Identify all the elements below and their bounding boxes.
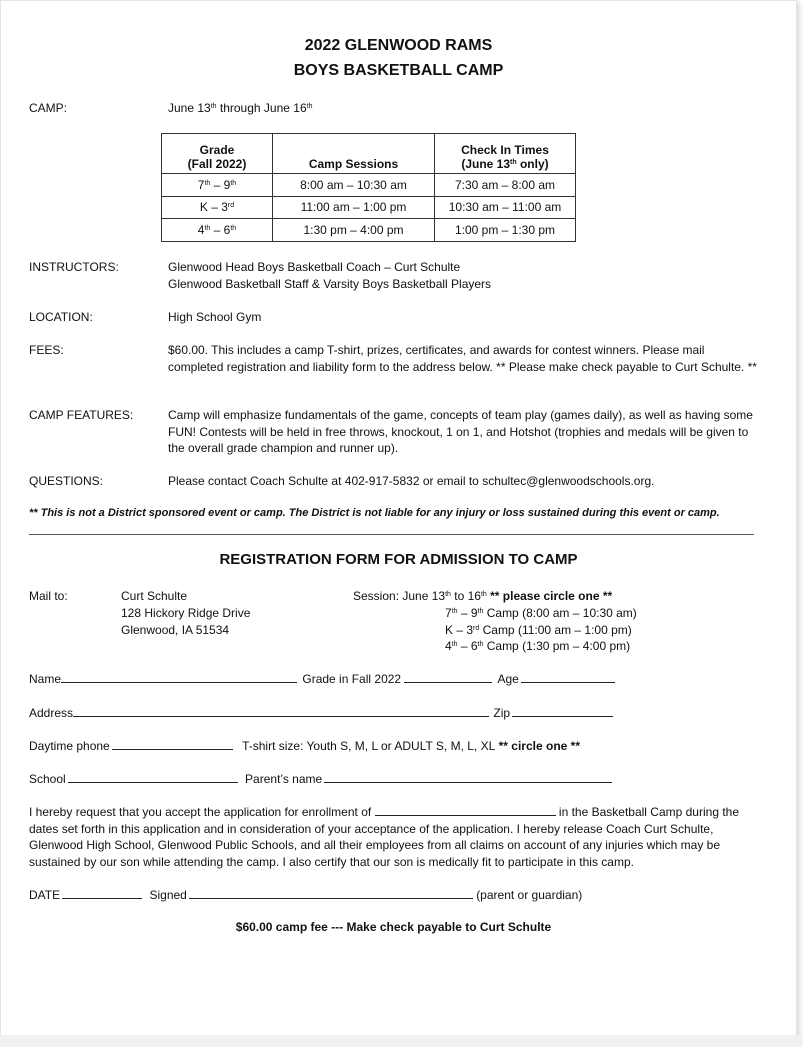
consent-paragraph: I hereby request that you accept the application for enrollment of in the Basketball Camp during the dates set forth in this application and in consideration of your acceptance of the application. I hereby release Coach Curt Schulte, Glenwood High School, Glenwood Public Schools, and all their employees from all claims on account of any injuries which may be sustained by our son while attending the camp. I also certify that our son is medically fit to participate in this camp.: [29, 805, 740, 869]
parent-label: Parent’s name: [245, 772, 323, 786]
phone-row: [29, 738, 580, 753]
camp-label: CAMP:: [29, 101, 68, 115]
zip-label: Zip: [493, 706, 511, 720]
address-field[interactable]: [73, 705, 489, 717]
session-cell: 8:00 am – 10:30 am: [273, 174, 435, 197]
section-divider: [29, 534, 754, 535]
date-label: DATE: [29, 888, 61, 902]
questions-label: QUESTIONS:: [29, 474, 104, 488]
camp-dates: June 13th through June 16th: [168, 101, 313, 115]
schedule-row: [162, 196, 576, 219]
page-shadow: [0, 1035, 803, 1047]
disclaimer-note: ** This is not a District sponsored event or camp. The District is not liable for any injury or loss sustained during this event or camp.: [29, 507, 720, 519]
grade-field[interactable]: [404, 671, 492, 683]
session-cell: 1:30 pm – 4:00 pm: [273, 219, 435, 242]
mail-street: 128 Hickory Ridge Drive: [121, 606, 251, 620]
schedule-row: [162, 174, 576, 197]
grade-cell: 4th – 6th: [162, 219, 273, 242]
school-row: [29, 771, 612, 786]
signature-field[interactable]: [189, 887, 473, 899]
mail-name: Curt Schulte: [121, 589, 188, 603]
location-label: LOCATION:: [29, 310, 93, 324]
signed-label: Signed: [149, 888, 187, 902]
schedule-header-row: [162, 134, 576, 174]
tshirt-label[interactable]: T-shirt size: Youth S, M, L or ADULT S, M, L, XL: [242, 739, 496, 753]
fees-label: FEES:: [29, 343, 64, 357]
name-label: Name: [29, 672, 62, 686]
parent-field[interactable]: [324, 771, 612, 783]
document-title-line2: BOYS BASKETBALL CAMP: [293, 62, 504, 79]
fees-text: $60.00. This includes a camp T-shirt, prizes, certificates, and awards for contest winners. Please mail completed registration and liability form to the address below. ** Please make check payable to Curt Schulte. **: [168, 343, 757, 374]
grade-column-header: Grade (Fall 2022): [162, 134, 273, 174]
session-option-3[interactable]: 4th – 6th Camp (1:30 pm – 4:00 pm): [445, 639, 631, 653]
session-option-2[interactable]: K – 3rd Camp (11:00 am – 1:00 pm): [445, 623, 632, 637]
session-heading: Session: June 13th to 16th ** please circle one **: [353, 589, 613, 603]
date-field[interactable]: [62, 887, 142, 899]
school-field[interactable]: [68, 771, 238, 783]
child-name-field[interactable]: [375, 804, 556, 816]
address-label: Address: [29, 706, 74, 720]
signature-row: [29, 887, 582, 902]
tshirt-circle-note: ** circle one **: [495, 739, 580, 753]
features-text: Camp will emphasize fundamentals of the game, concepts of team play (games daily), as well as having some FUN! Contests will be held in free throws, knockout, 1 on 1, and Hotshot (trophies and medals will be given to the overall grade champion and runner up).: [168, 408, 753, 455]
sessions-column-header: Camp Sessions: [273, 134, 435, 174]
age-label: Age: [497, 672, 519, 686]
instructors-label: INSTRUCTORS:: [29, 260, 119, 274]
location-value: High School Gym: [168, 310, 262, 324]
session-cell: 11:00 am – 1:00 pm: [273, 196, 435, 219]
guardian-label: (parent or guardian): [476, 888, 583, 902]
age-field[interactable]: [521, 671, 615, 683]
checkin-cell: 1:00 pm – 1:30 pm: [435, 219, 576, 242]
mail-to-label: Mail to:: [29, 589, 68, 603]
name-field[interactable]: [61, 671, 297, 683]
school-label: School: [29, 772, 66, 786]
name-row: [29, 671, 615, 686]
schedule-row: [162, 219, 576, 242]
questions-text: Please contact Coach Schulte at 402-917-5832 or email to schultec@glenwoodschools.org.: [168, 474, 655, 488]
phone-label: Daytime phone: [29, 739, 110, 753]
checkin-column-header: Check In Times (June 13th only): [435, 134, 576, 174]
phone-field[interactable]: [112, 738, 233, 750]
mail-city: Glenwood, IA 51534: [121, 623, 230, 637]
fee-note: $60.00 camp fee --- Make check payable to Curt Schulte: [235, 920, 552, 934]
grade-label: Grade in Fall 2022: [302, 672, 402, 686]
checkin-cell: 7:30 am – 8:00 am: [435, 174, 576, 197]
checkin-cell: 10:30 am – 11:00 am: [435, 196, 576, 219]
features-label: CAMP FEATURES:: [29, 408, 134, 422]
schedule-table: [161, 133, 576, 242]
zip-field[interactable]: [512, 705, 613, 717]
registration-title: REGISTRATION FORM FOR ADMISSION TO CAMP: [219, 551, 578, 568]
grade-cell: K – 3rd: [162, 196, 273, 219]
instructors-line1: Glenwood Head Boys Basketball Coach – Curt Schulte: [168, 260, 461, 274]
document-title-line1: 2022 GLENWOOD RAMS: [304, 37, 493, 54]
grade-cell: 7th – 9th: [162, 174, 273, 197]
session-option-1[interactable]: 7th – 9th Camp (8:00 am – 10:30 am): [445, 606, 637, 620]
address-row: [29, 705, 613, 720]
instructors-line2: Glenwood Basketball Staff & Varsity Boys Basketball Players: [168, 277, 492, 291]
